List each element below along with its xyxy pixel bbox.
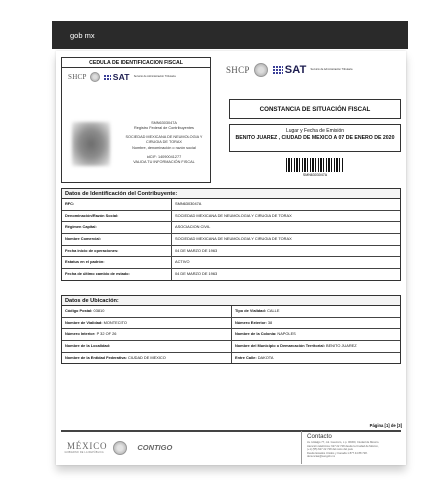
contact-line: Av. Hidalgo 77, col. Guerrero, c.p. 06300, Ciudad de México. (307, 441, 380, 444)
field-value: ASOCIACION CIVIL (175, 224, 211, 230)
field-value: 04 DE MARZO DE 1963 (175, 247, 218, 253)
field-label: RFC: (62, 199, 172, 210)
cedula-name: SOCIEDAD MEXICANA DE NEUMOLOGIA Y CIRUGIA DE TORAX (125, 135, 203, 145)
gobmx-logo[interactable]: gob mx (70, 31, 95, 40)
table-row (62, 199, 400, 211)
field-value: P 32 OF 26 (96, 331, 117, 337)
table-row (62, 341, 400, 353)
issue-label: Lugar y Fecha de Emisión (285, 128, 345, 134)
footer (61, 430, 401, 463)
field-value: 38 (267, 319, 273, 325)
barcode-icon (286, 158, 344, 172)
field-value: SOCIEDAD MEXICANA DE NEUMOLOGIA Y CIRUGIA DE TORAX (175, 212, 292, 218)
field-value: SOCIEDAD MEXICANA DE NEUMOLOGIA Y CIRUGIA DE TORAX (175, 236, 292, 242)
qr-code-blurred (72, 122, 110, 166)
field-value: ACTIVO (175, 259, 190, 265)
table-row (62, 318, 400, 330)
identification-table (61, 188, 401, 281)
cedula-rfc: SMN6303047A (151, 121, 177, 125)
field-label: Código Postal: (65, 308, 93, 313)
field-value: DAKOTA (257, 354, 274, 360)
table-row (62, 269, 400, 280)
table-row (62, 353, 400, 364)
table-row (62, 329, 400, 341)
field-label: Denominación/Razón Social: (62, 211, 172, 222)
field-label: Estatus en el padrón: (62, 257, 172, 268)
issue-place-date (229, 124, 401, 152)
table-row (62, 234, 400, 246)
shcp-logo: SHCP (226, 65, 250, 75)
table-row (62, 257, 400, 269)
field-label: Fecha de último cambio de estado: (62, 269, 172, 280)
location-cell-left (62, 341, 231, 352)
table-row (62, 211, 400, 223)
top-bar (52, 21, 408, 49)
page-number: Página [1] de [3] (369, 423, 402, 428)
location-table (61, 295, 401, 364)
location-cell-right (231, 306, 400, 317)
field-label: Fecha inicio de operaciones: (62, 246, 172, 257)
cedula-idcif: idCIF: 14090041277 (146, 154, 182, 159)
location-cell-right (231, 329, 400, 340)
footer-seal-icon (113, 441, 127, 455)
field-label: Número Interior: (65, 331, 96, 337)
contact-line: (+1) (55) 627 22 728 del resto del país (307, 448, 353, 451)
national-seal-icon (254, 63, 268, 77)
table-row (62, 246, 400, 258)
contact-lines (307, 441, 401, 459)
identification-title: Datos de Identificación del Contribuyente: (62, 189, 400, 199)
national-seal-icon (90, 72, 100, 82)
sat-dots-icon (103, 74, 111, 81)
cedula-logos (68, 72, 176, 82)
contact-block (301, 431, 401, 464)
field-value: SMN6303047A (175, 201, 202, 206)
field-value: BENITO JUAREZ (325, 343, 357, 349)
issue-value: BENITO JUAREZ , CIUDAD DE MEXICO A 07 DE ENERO DE 2020 (235, 135, 395, 141)
location-cell-left (62, 353, 231, 364)
field-value: CIUDAD DE MEXICO (127, 354, 166, 360)
field-label: Nombre de la Entidad Federativa: (65, 354, 127, 360)
field-label: Entre Calle: (235, 354, 257, 360)
cedula-rfc-caption: Registro Federal de Contribuyentes (134, 126, 194, 131)
sat-dots-icon (272, 65, 283, 75)
contigo-logo: CONTIGO (137, 443, 173, 452)
contact-line: Atención telefónica: 627 22 728 desde la Ciudad de México, (307, 444, 379, 448)
field-label: Nombre Comercial: (62, 234, 172, 245)
sat-logo: SAT Servicio de Administración Tributaria (272, 64, 353, 76)
mexico-logo: MÉXICO GOBIERNO DE LA REPÚBLICA (64, 441, 108, 454)
cedula-card (61, 57, 211, 183)
barcode-text: SMN6303047A (302, 173, 328, 177)
location-cell-right (231, 353, 400, 364)
header-logos (226, 63, 402, 77)
field-label: Nombre de la Localidad: (65, 343, 111, 349)
cedula-title: CEDULA DE IDENTIFICACION FISCAL (62, 58, 210, 68)
field-label: Tipo de Vialidad: (235, 308, 266, 313)
field-value: 04 DE MARZO DE 1963 (175, 271, 218, 277)
table-row (62, 222, 400, 234)
field-label: Nombre del Municipio o Demarcación Territorial: (235, 343, 325, 349)
document-page (56, 51, 406, 465)
location-cell-left (62, 306, 231, 317)
cedula-validate: VALIDA TU INFORMACIÓN FISCAL (133, 159, 195, 164)
location-cell-right (231, 341, 400, 352)
location-cell-left (62, 329, 231, 340)
cedula-name-caption: Nombre, denominación o razón social (132, 145, 196, 150)
contact-line: denuncias@sat.gob.mx (307, 455, 336, 458)
location-title: Datos de Ubicación: (62, 296, 400, 306)
field-value: MONTECITO (103, 319, 127, 325)
field-label: Régimen Capital: (62, 222, 172, 233)
cedula-details (118, 121, 210, 165)
shcp-logo: SHCP (68, 73, 87, 81)
location-cell-right (231, 318, 400, 329)
field-label: Nombre de la Colonia: (235, 331, 277, 337)
sat-logo: SAT Servicio de Administración Tributaria (103, 72, 176, 82)
field-label: Número Exterior: (235, 319, 267, 325)
document-title: CONSTANCIA DE SITUACIÓN FISCAL (229, 99, 401, 119)
contact-line: Desde Estados Unidos y Canadá 1 877 44 88 728. (307, 451, 368, 455)
contact-title: Contacto (307, 433, 332, 440)
table-row (62, 306, 400, 318)
field-value: CALLE (267, 308, 280, 313)
location-cell-left (62, 318, 231, 329)
field-value: 03810 (93, 308, 105, 313)
field-value: NAPOLES (277, 331, 296, 337)
field-label: Nombre de Vialidad: (65, 319, 103, 325)
